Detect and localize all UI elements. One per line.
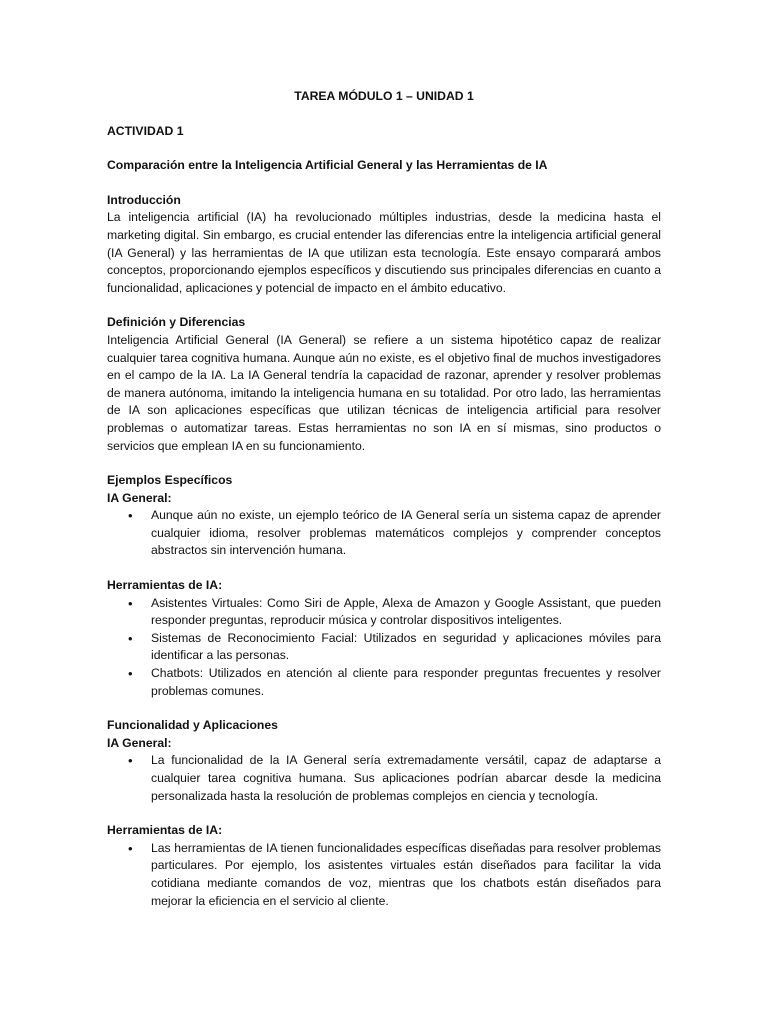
list-item: [107, 840, 661, 910]
bullet-icon: •: [128, 753, 133, 769]
document-title: TAREA MÓDULO 1 – UNIDAD 1: [294, 89, 474, 103]
list-item: [107, 595, 661, 630]
intro-heading: Introducción: [107, 192, 181, 207]
list-item-text: Asistentes Virtuales: Como Siri de Apple, Alexa de Amazon y Google Assistant, que pueden responder preguntas, reproducir música y controlar dispositivos inteligentes.: [151, 595, 661, 628]
list-item-text: Las herramientas de IA tienen funcionalidades específicas diseñadas para resolver problemas particulares. Por ejemplo, los asistentes virtuales están diseñados para facilitar la vida cotidiana mediante comandos de voz, mientras que los chatbots están diseñados para mejorar la eficiencia en el servicio al cliente.: [151, 840, 661, 908]
definition-paragraph: Inteligencia Artificial General (IA General) se refiere a un sistema hipotético capaz de realizar cualquier tarea cognitiva humana. Aunque aún no existe, es el objetivo final de muchos investigadores en el campo de la IA. La IA General tendría la capacidad de razonar, aprender y resolver problemas de manera autónoma, imitando la inteligencia humana en su totalidad. Por otro lado, las herramientas de IA son aplicaciones específicas que utilizan técnicas de inteligencia artificial para resolver problemas o automatizar tareas. Estas herramientas no son IA en sí mismas, sino productos o servicios que emplean IA en su funcionamiento.: [107, 332, 661, 453]
list-item: [107, 507, 661, 560]
intro-paragraph: La inteligencia artificial (IA) ha revolucionado múltiples industrias, desde la medicina hasta el marketing digital. Sin embargo, es crucial entender las diferencias entre la inteligencia artificial general (IA General) y las herramientas de IA que utilizan esta tecnología. Este ensayo comparará ambos conceptos, proporcionando ejemplos específicos y discutiendo sus principales diferencias en cuanto a funcionalidad, aplicaciones y potencial de impacto en el ámbito educativo.: [107, 210, 661, 295]
examples-tools-list: [107, 595, 661, 701]
document-subtitle: Comparación entre la Inteligencia Artificial General y las Herramientas de IA: [107, 158, 548, 173]
list-item: [107, 752, 661, 805]
examples-general-list: [107, 507, 661, 560]
functionality-tools-list: [107, 840, 661, 910]
bullet-icon: •: [128, 595, 133, 611]
list-item-text: Chatbots: Utilizados en atención al cliente para responder preguntas frecuentes y resolver problemas comunes.: [151, 666, 661, 698]
document-page: [107, 88, 661, 910]
functionality-general-heading: IA General:: [107, 735, 172, 750]
activity-heading: ACTIVIDAD 1: [107, 123, 184, 138]
definition-heading: Definición y Diferencias: [107, 315, 246, 330]
list-item-text: Sistemas de Reconocimiento Facial: Utilizados en seguridad y aplicaciones móviles para identificar a las personas.: [151, 630, 661, 663]
bullet-icon: •: [128, 508, 133, 524]
examples-general-heading: IA General:: [107, 490, 172, 505]
list-item-text: La funcionalidad de la IA General sería extremadamente versátil, capaz de adaptarse a cualquier tarea cognitiva humana. Sus aplicaciones podrían abarcar desde la medicina personalizada hasta la resolución de problemas complejos en ciencia y tecnología.: [151, 753, 661, 803]
list-item-text: Aunque aún no existe, un ejemplo teórico de IA General sería un sistema capaz de aprender cualquier idioma, resolver problemas matemáticos complejos y comprender conceptos abstractos sin intervención humana.: [151, 508, 661, 558]
functionality-heading: Funcionalidad y Aplicaciones: [107, 718, 278, 733]
examples-heading: Ejemplos Específicos: [107, 473, 233, 488]
bullet-icon: •: [128, 840, 133, 856]
functionality-tools-heading: Herramientas de IA:: [107, 823, 223, 838]
bullet-icon: •: [128, 666, 133, 682]
examples-tools-heading: Herramientas de IA:: [107, 578, 223, 593]
list-item: [107, 665, 661, 700]
list-item: [107, 630, 661, 665]
bullet-icon: •: [128, 630, 133, 646]
functionality-general-list: [107, 752, 661, 805]
